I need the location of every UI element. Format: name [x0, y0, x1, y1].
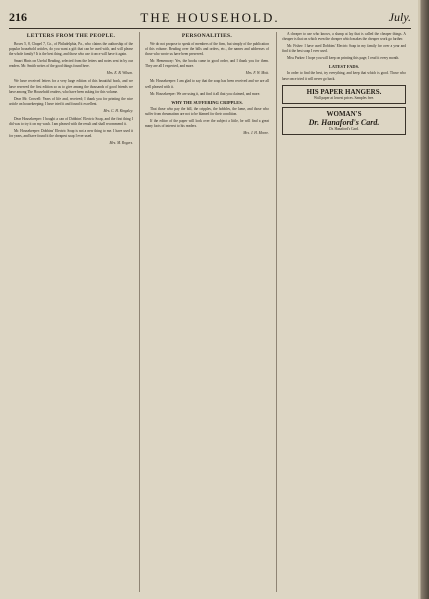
article-paragraph: Mr. Fisher: I have used Dobbins' Electric Soap in my family for over a year and find it the best soap I ever used.	[282, 44, 406, 54]
signature: Mrs. F. W. Mott.	[245, 71, 269, 76]
signature: Mrs. C. H. Kingsley.	[103, 108, 133, 113]
article-paragraph: Miss Parker: I hope you will keep on printing this page; I read it every month.	[287, 56, 400, 61]
article-paragraph: Mr. Housekeeper: I am glad to say that the soap has been received and we are all well pleased with it.	[145, 79, 269, 89]
letter-paragraph: Dear Housekeeper: I bought a can of Dobbins' Electric Soap, and the first thing I did was to try it on my wash. I am pleased with the result and shall recommend it.	[9, 116, 133, 127]
section-subheading: LATEST FADS.	[328, 64, 360, 70]
signature: Mrs. J. H. Moore.	[243, 131, 269, 136]
signature: Mrs. M. Rogers.	[109, 141, 133, 146]
advertisement	[282, 107, 406, 135]
article-paragraph: Mr. Hemenway: Yes, the books came in good order, and I thank you for them. They are all I expected, and more.	[145, 59, 269, 69]
column-heading: PERSONALITIES.	[181, 33, 233, 39]
letter-paragraph: We have received letters for a very large edition of this beautiful book, and we have reserved the first edition so as to give among the thousands of good friends we have among The Household readers, who have been asking for this volume.	[9, 79, 133, 94]
column-heading: LETTERS FROM THE PEOPLE.	[26, 33, 116, 39]
ad-title: WOMAN'S	[326, 109, 362, 118]
article-paragraph: That those who pay the bill, the cripples, the hobbles, the lame, and those who suffer from rheumatism are not to be blamed for their condition.	[145, 106, 269, 116]
letter-paragraph: Boxes 5, 8, Chapel 7, Co., of Philadelphia, Pa., who claims the authorship of the popular household articles, do you want a gift that can be used with, and will please the whole family? It is the best thing, and those who use it once will have it again.	[9, 42, 133, 57]
column-divider	[139, 32, 140, 592]
letter-paragraph: Smart Hints on Useful Reading, selected from the letters and notes sent in by our readers. Mr. Smith writes of the good things found here.	[9, 59, 133, 69]
section-subheading: WHY THE SUFFERING CRIPPLES.	[171, 99, 243, 105]
article-paragraph: In order to find the best, try everything, and keep that which is good. Those who have once tried it will never go back.	[282, 71, 406, 81]
issue-month: July.	[388, 10, 411, 24]
column-right	[282, 32, 406, 594]
article-paragraph: A cheaper to use who knows, a slump at lay that is called the cheaper things. A cheaper is that on which even the cheaper which makes the cheaper work go farther.	[282, 32, 406, 42]
letter-paragraph: Mr. Housekeeper: Dobbins' Electric Soap is not a new thing to me. I have used it for years, and have found it the cheapest soap I ever used.	[9, 129, 133, 139]
ad-headline: Dr. Hanaford's Card.	[308, 117, 380, 127]
signature: Mrs. E. B. Wilson.	[106, 71, 133, 76]
advertisement	[282, 85, 406, 104]
book-gutter	[418, 0, 429, 599]
article-paragraph: Mr. Housekeeper: We are using it, and find it all that you claimed, and more.	[150, 91, 261, 96]
journal-title: THE HOUSEHOLD.	[140, 10, 280, 25]
column-middle	[145, 32, 269, 594]
page-number: 216	[9, 10, 27, 24]
letter-paragraph: Dear Mr. Crowell: Years of life and, received; I thank you for printing the nice article on housekeeping; I have tried it and found it excellent.	[9, 96, 133, 106]
column-divider	[276, 32, 277, 592]
page-header	[9, 10, 411, 26]
ad-text: Dr. Hanaford's Card.	[329, 126, 359, 131]
column-left	[9, 32, 133, 594]
article-paragraph: We do not propose to speak of members of the firm, but simply of the publication of this volume. Reading over the bills and orders, etc., the names and addresses of those who wrote us have been preserved.	[145, 42, 269, 57]
ad-title: HIS PAPER HANGERS.	[306, 87, 382, 96]
header-rule	[9, 28, 411, 29]
ad-text: Wall paper at lowest prices. Samples free.	[313, 95, 375, 100]
article-paragraph: If the editor of the paper will look over the subject a little, he will find a great many facts of interest to his readers.	[145, 118, 269, 129]
